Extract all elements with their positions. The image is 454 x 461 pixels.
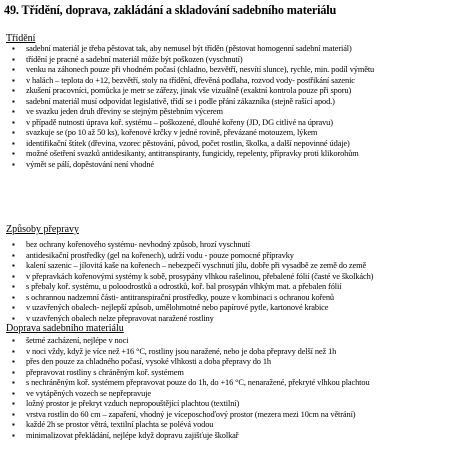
list-item: ▪ možné ošetření svazků antidesikanty, antitranspiranty, fungicidy, repelenty, přípravky proti klikorohům xyxy=(10,149,452,160)
list-item: ▪ v uzavřených obalech nelze přepravovat naražené rostliny xyxy=(10,314,452,325)
list-item: ▪ ložný prostor je překryt vzduch nepropouštějící plachtou (textilní) xyxy=(10,399,452,410)
list-item: ▪ přes den pouze za chladného počasí, vysoké vlhkosti a doba přepravy do 1h xyxy=(10,357,452,368)
list-item: ▪ ve vytápěných vozech se nepřepravuje xyxy=(10,389,452,400)
list-item: ▪ minimalizovat překládání, nejlépe když dopravu zajišťuje školkař xyxy=(10,431,452,442)
section-heading-trideni: Třídění xyxy=(6,33,36,44)
list-item: ▪ sadební materiál musí odpovídat legislativě, třídí se i podle přání zákazníka (stejně rašící apod.) xyxy=(10,97,452,108)
list-item: ▪ identifikační štítek (dřevina, vzorec pěstování, původ, počet rostlin, školka, a další nepovinné údaje) xyxy=(10,139,452,150)
list-item: ▪ vrstva rostlin do 60 cm – zapaření, vhodný je víceposchoďový prostor (mezera mezi 10cm na větrání) xyxy=(10,410,452,421)
list-item: ▪ přepravovat rostliny s chráněným koř. systémem xyxy=(10,368,452,379)
list-item: ▪ výmět se pálí, dopěstování není vhodné xyxy=(10,160,452,171)
list-item: ▪ svazkuje se (po 10 až 50 ks), kořenové krčky v jedné rovině, převázané motouzem, lýkem xyxy=(10,128,452,139)
list-item: ▪ s přebaly koř. systému, u poloodrostků a odrostků, koř. bal prosypán vlhkým mat. a přebalen fólií xyxy=(10,282,452,293)
list-item: ▪ třídění je pracné a sadební materiál může být poškozen (vyschnutí) xyxy=(10,55,452,66)
list-doprava xyxy=(10,336,452,441)
section-heading-doprava: Doprava sadebního materiálu xyxy=(6,323,124,334)
list-item: ▪ v případě nutnosti úprava koř. systému – poškozené, dlouhé kořeny (JD, DG citlivé na úpravu) xyxy=(10,118,452,129)
list-item: ▪ zkušení pracovníci, pomůcka je metr se zářezy, jinak vše vizuálně (exaktní kontrola pouze při sporu) xyxy=(10,86,452,97)
list-item: ▪ s ochrannou nadzemní části- antitranspirační prostředky, pouze v kombinaci s ochranou kořenů xyxy=(10,293,452,304)
list-item: ▪ sadební materiál je třeba pěstovat tak, aby nemusel být tříděn (pěstovat homogenní sadební materiál) xyxy=(10,44,452,55)
list-item: ▪ v přepravkách kořenovými systémy k sobě, prosypány vlhkou rašelinou, přebalené fólií (časté ve školkách) xyxy=(10,272,452,283)
list-zpusoby-prepravy xyxy=(10,240,452,324)
list-item: ▪ šetrné zacházení, nejlépe v noci xyxy=(10,336,452,347)
list-item: ▪ každé 2h se prostor větrá, textilní plachta se polévá vodou xyxy=(10,420,452,431)
list-item: ▪ kalení sazenic – jílovitá kaše na kořenech – nebezpečí vyschnutí jílu, dobře při vysadbě ze země do země xyxy=(10,261,452,272)
list-item: ▪ ve svazku jeden druh dřeviny se stejným pěstebním výcerem xyxy=(10,107,452,118)
document-title: 49. Třídění, doprava, zakládání a skladování sadebního materiálu xyxy=(4,3,337,17)
list-item: ▪ s nechráněným koř. systémem přepravovat pouze do 1h, do +16 °C, nenaražené, překryté vlhkou plachtou xyxy=(10,378,452,389)
list-item: ▪ bez ochrany kořenového systému- nevhodný způsob, hrozí vyschnutí xyxy=(10,240,452,251)
list-item: ▪ v halách – teplota do +12, bezvětří, stoly na třídění, dřevěná podlaha, rozvod vody- postřikání sazenic xyxy=(10,76,452,87)
list-item: ▪ venku na záhonech pouze při vhodném počasí (chladno, bezvětří, nesvítí slunce), rychle, min. podíl výmětu xyxy=(10,65,452,76)
list-item: ▪ v noci vždy, když je více než +16 °C, rostliny jsou naražené, nebo je doba přepravy delší než 1h xyxy=(10,347,452,358)
section-heading-zpusoby-prepravy: Způsoby přepravy xyxy=(6,224,80,235)
list-item: ▪ v uzavřených obalech- nejlepší způsob, umělohmotné nebo papírové pytle, kartonové krabice xyxy=(10,303,452,314)
list-trideni xyxy=(10,44,452,171)
list-item: ▪ antidesikační prostředky (gel na kořenech), udrží vodu - pouze pomocné přípravky xyxy=(10,251,452,262)
